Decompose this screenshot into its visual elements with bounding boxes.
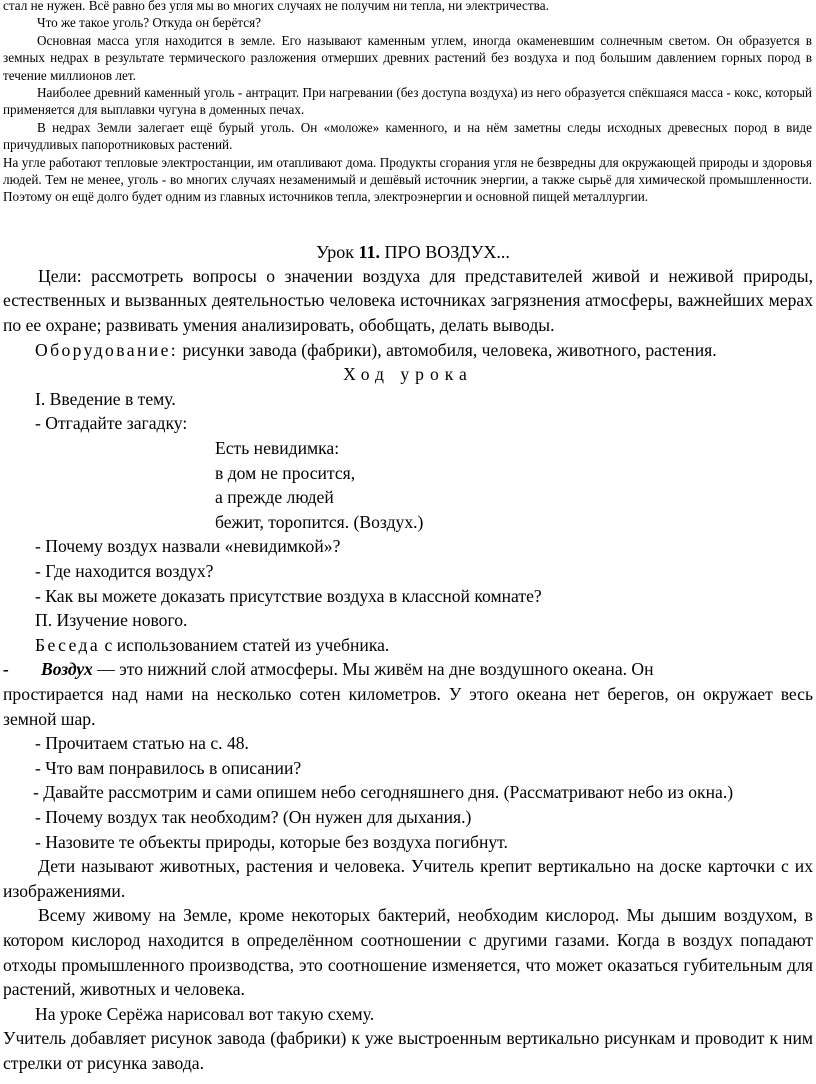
paragraph: В недрах Земли залегает ещё бурый уголь. Он «моложе» каменного, и на нём заметны следы исходных древесных пород в виде причудливых папоротниковых растений. [3,119,812,153]
section-heading: П. Изучение нового. [35,610,188,631]
lesson-section [0,240,816,1076]
question-item: - Назовите те объекты природы, которые без воздуха погибнут. [35,831,508,852]
lesson-goals: Цели: рассмотреть вопросы о значении воздуха для представителей живой и неживой природы, естественных и вызванных деятельностью человека источниках загрязнения атмосферы, важнейших мерах по ее охране; развивать умения анализировать, обобщать, делать выводы. [3,265,813,336]
paragraph: Что же такое уголь? Откуда он берётся? [37,15,262,31]
poem-line: Есть невидимка: [215,438,340,459]
question-item: - Почему воздух назвали «невидимкой»? [35,536,341,557]
paragraph: Всему живому на Земле, кроме некоторых бактерий, необходим кислород. Мы дышим воздухом, в котором кислород находится в определённом соотношении с другими газами. Когда в воздух попадают отходы промышленного производства, это соотношение изменяется, что может оказаться губительным для растений, животных и человека. [3,905,813,1000]
paragraph: Учитель добавляет рисунок завода (фабрики) к уже выстроенным вертикально рисункам и проводит к ним стрелки от рисунка завода. [3,1028,813,1073]
air-definition-start: — это нижний слой атмосферы. Мы живём на дне воздушного океана. Он [92,659,654,680]
question-item: - Что вам понравилось в описании? [35,757,302,778]
air-definition-line [3,657,816,682]
equipment-text: рисунки завода (фабрики), автомобиля, человека, животного, растения. [178,339,717,360]
coal-text-section [0,0,816,206]
question-item: - Давайте рассмотрим и сами опишем небо сегодняшнего дня. (Рассматривают небо из окна.) [33,782,734,803]
question-item: - Где находится воздух? [35,561,214,581]
paragraph: На угле работают тепловые электростанции, им отапливают дома. Продукты сгорания угля не безвредны для окружающей природы и здоровья людей. Тем не менее, уголь - во многих случаях незаменимый и дешёвый источник энергии, а также сырьё для химической промышленности. Поэтому он ещё долго будет одним из главных источников тепла, электроэнергии и основной пищей металлургии. [3,154,812,205]
title-prefix: Урок [316,241,359,262]
air-definition-rest: простирается над нами на несколько сотен километров. У этого океана нет берегов, он окружает весь земной шар. [3,683,813,729]
equipment-line [0,338,816,363]
riddle-prompt: - Отгадайте загадку: [35,413,188,434]
paragraph: Основная масса угля находится в земле. Его называют каменным углем, иногда окаменевшим солнечным светом. Он образуется в земных недрах в результате термического разложения отмерших древних растений без воздуха и под большим давлением горных пород в течение миллионов лет. [3,32,812,83]
air-term: Воздух [41,659,93,680]
talk-text: с использованием статей из учебника. [100,634,390,655]
paragraph: Дети называют животных, растения и человека. Учитель крепит вертикально на доске карточки с их изображениями. [3,856,813,901]
course-heading: Ход урока [343,364,473,385]
poem-line: в дом не просится, [215,462,356,483]
equipment-label: Оборудование: [35,339,179,360]
paragraph: На уроке Серёжа нарисовал вот такую схему. [35,1003,375,1024]
question-item: - Как вы можете доказать присутствие воздуха в классной комнате? [35,585,542,606]
air-dash: - [3,659,9,680]
poem-line: бежит, торопится. (Воздух.) [215,511,424,532]
spacer [0,206,816,240]
talk-label: Беседа [35,634,101,655]
question-item: - Прочитаем статью на с. 48. [35,733,249,754]
title-rest: ПРО ВОЗДУХ... [380,241,510,262]
section-heading: I. Введение в тему. [35,388,176,409]
poem-line: а прежде людей [215,487,334,508]
riddle-poem [0,436,816,534]
title-number: 11. [358,241,381,262]
question-item: - Почему воздух так необходим? (Он нужен для дыхания.) [35,806,472,827]
lesson-title [0,240,816,264]
paragraph: Наиболее древний каменный уголь - антрацит. При нагревании (без доступа воздуха) из него образуется спёкшаяся масса - кокс, который применяется для выплавки чугуна в доменных печах. [3,85,812,118]
paragraph: стал не нужен. Всё равно без угля мы во многих случаях не получим ни тепла, ни электричества. [3,0,549,13]
talk-line [0,633,816,658]
